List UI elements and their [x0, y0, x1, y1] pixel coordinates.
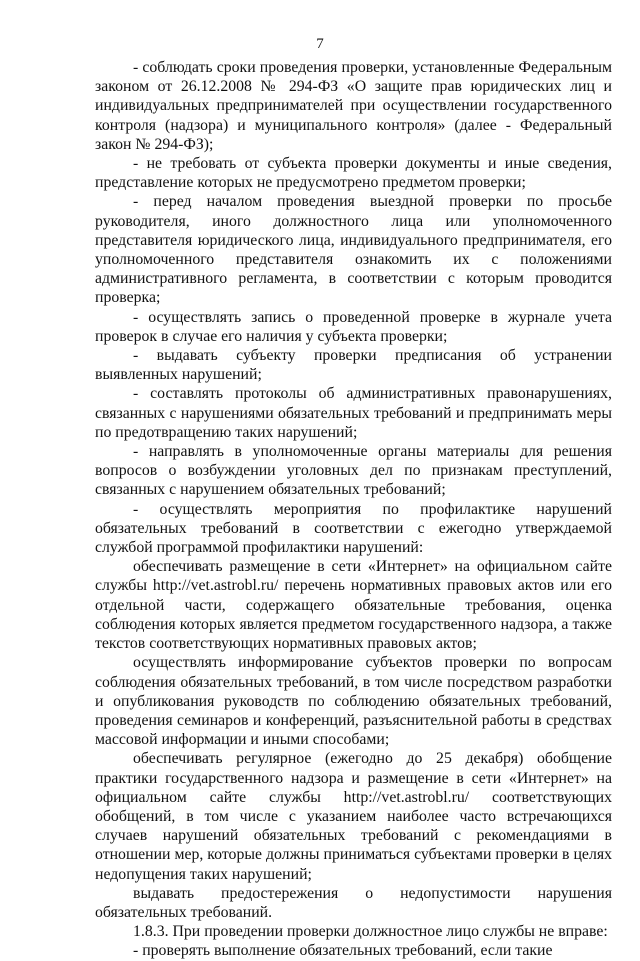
paragraph-draw-protocols: - составлять протоколы об административных правонарушениях, связанных с нарушениями обязательных требований и предпринимать меры по предотвращению таких нарушений;: [95, 385, 612, 441]
paragraph-internet-publication: обеспечивать размещение в сети «Интернет» на официальном сайте службы http://vet.astrobl.ru/ перечень нормативных правовых актов или его отдельной части, содержащего обязательные требования, оценка соблюдения которых является предметом государственного надзора, а также текстов соответствующих нормативных правовых актов;: [95, 558, 612, 653]
paragraph-observe-deadlines: - соблюдать сроки проведения проверки, установленные Федеральным законом от 26.12.2008 № 294-ФЗ «О защите прав юридических лиц и индивидуальных предпринимателей при осуществлении государственного контроля (надзора) и муниципального контроля» (далее - Федеральный закон № 294-ФЗ);: [95, 59, 612, 153]
paragraph-familiarize-regulation: - перед началом проведения выездной проверки по просьбе руководителя, иного должностного лица или уполномоченного представителя юридического лица, индивидуального предпринимателя, его уполномоченного представителя ознакомить их с положениями административного регламента, в соответствии с которым проводится проверка;: [95, 193, 612, 307]
paragraph-issue-orders: - выдавать субъекту проверки предписания об устранении выявленных нарушений;: [95, 347, 612, 384]
paragraph-check-requirements: - проверять выполнение обязательных требований, если такие: [133, 942, 553, 960]
paragraph-prevention-measures: - осуществлять мероприятия по профилактике нарушений обязательных требований в соответствии с ежегодно утверждаемой службой программой профилактики нарушений:: [95, 500, 612, 557]
page-number: 7: [316, 36, 324, 52]
section-heading-1-8-3: 1.8.3. При проведении проверки должностное лицо службы не вправе:: [133, 923, 608, 941]
paragraph-no-extra-documents: - не требовать от субъекта проверки документы и иные сведения, представление которых не предусмотрено предметом проверки;: [95, 155, 612, 192]
paragraph-send-materials: - направлять в уполномоченные органы материалы для решения вопросов о возбуждении уголовных дел по признакам преступлений, связанных с нарушением обязательных требований;: [95, 443, 612, 499]
paragraph-informing-subjects: осуществлять информирование субъектов проверки по вопросам соблюдения обязательных требований, в том числе посредством разработки и опубликования руководств по соблюдению обязательных требований, проведения семинаров и конференций, разъяснительной работы в средствах массовой информации и иными способами;: [95, 654, 612, 749]
document-body: [95, 58, 612, 961]
paragraph-issue-warnings: выдавать предостережения о недопустимости нарушения обязательных требований.: [95, 884, 612, 921]
paragraph-practice-generalization: обеспечивать регулярное (ежегодно до 25 декабря) обобщение практики государственного надзора и размещение в сети «Интернет» на официальном сайте службы http://vet.astrobl.ru/ соответствующих обобщений, в том числе с указанием наиболее часто встречающихся случаев нарушений обязательных требований с рекомендациями в отношении мер, которые должны приниматься субъектами проверки в целях недопущения таких нарушений;: [95, 750, 612, 883]
paragraph-journal-record: - осуществлять запись о проведенной проверке в журнале учета проверок в случае его наличия у субъекта проверки;: [95, 308, 612, 345]
